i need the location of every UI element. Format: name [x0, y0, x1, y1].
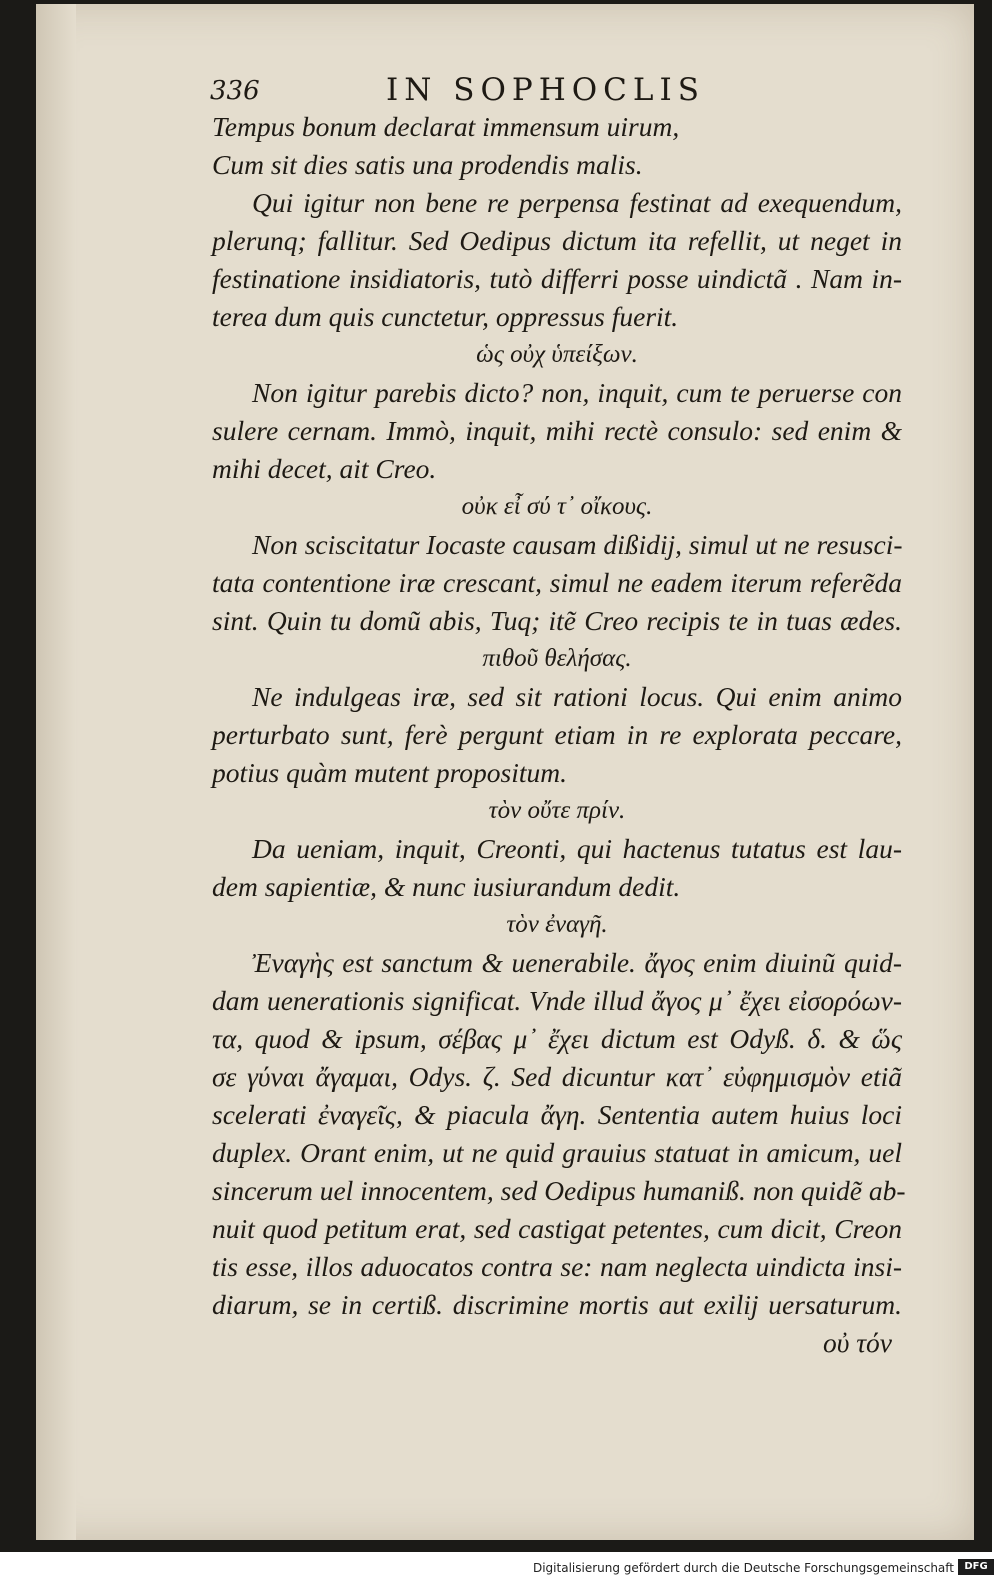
text-line: terea dum quis cunctetur, oppressus fuerit.	[212, 301, 679, 332]
page-gutter	[36, 4, 76, 1540]
text-line: sincerum uel innocentem, sed Oedipus humaniß. non quidẽ ab-	[212, 1175, 906, 1206]
text-line: perturbato sunt, ferè pergunt etiam in re explorata peccare,	[212, 719, 902, 750]
text-line: sint. Quin tu domũ abis, Tuq; itẽ Creo recipis te in tuas ædes.	[212, 605, 902, 636]
text-line: Tempus bonum declarat immensum uirum,	[212, 111, 680, 142]
text-line: nuit quod petitum erat, sed castigat petentes, cum dicit, Creon	[212, 1213, 902, 1244]
text-line: dam uenerationis significat. Vnde illud ἄγος μ᾽ ἔχει εἰσορόων-	[212, 985, 902, 1016]
text-line: τα, quod & ipsum, σέβας μ᾽ ἔχει dictum est Odyß. δ. & ὥς	[212, 1023, 902, 1054]
page-body	[212, 108, 906, 1362]
greek-lemma: τὸν ἐναγῆ.	[506, 911, 608, 938]
text-line: Ἐναγὴς est sanctum & uenerabile. ἄγος enim diuinũ quid-	[252, 947, 902, 978]
footer-credit: Digitalisierung gefördert durch die Deutsche Forschungsgemeinschaft	[532, 1561, 954, 1575]
text-line: plerunq; fallitur. Sed Oedipus dictum ita refellit, ut neget in	[212, 225, 902, 256]
greek-lemma: οὐκ εἶ σύ τ᾽ οἴκους.	[461, 493, 653, 520]
text-line: Non igitur parebis dicto? non, inquit, cum te peruerse con	[252, 377, 902, 408]
text-line: sulere cernam. Immò, inquit, mihi rectè consulo: sed enim &	[212, 415, 902, 446]
text-line: diarum, se in certiß. discrimine mortis aut exilij uersaturum.	[212, 1289, 902, 1320]
text-line: scelerati ἐναγεῖς, & piacula ἄγη. Sententia autem huius loci	[212, 1099, 902, 1130]
text-line: Ne indulgeas iræ, sed sit rationi locus. Qui enim animo	[252, 681, 902, 712]
text-line: Da ueniam, inquit, Creonti, qui hactenus tutatus est lau-	[252, 833, 902, 864]
running-head: IN SOPHOCLIS	[386, 72, 705, 108]
greek-lemma: ὡς οὐχ ὑπείξων.	[476, 341, 638, 368]
text-line: Qui igitur non bene re perpensa festinat ad exequendum,	[252, 187, 902, 218]
text-line: tata contentione iræ crescant, simul ne eadem iterum referẽda	[212, 567, 902, 598]
text-line: tis esse, illos aduocatos contra se: nam neglecta uindicta insi-	[212, 1251, 902, 1282]
dfg-logo: DFG	[958, 1559, 994, 1575]
text-line: Non sciscitatur Iocaste causam dißidij, simul ut ne resusci-	[252, 529, 903, 560]
text-line: potius quàm mutent propositum.	[212, 757, 567, 788]
catchword: οὐ τόν	[822, 1327, 892, 1358]
text-line: festinatione insidiatoris, tutò differri posse uindictã . Nam in-	[212, 263, 902, 294]
text-line: Cum sit dies satis una prodendis malis.	[212, 149, 643, 180]
text-line: σε γύναι ἄγαμαι, Odys. ζ. Sed dicuntur κατ᾽ εὐφημισμὸν etiã	[212, 1061, 902, 1092]
text-line: duplex. Orant enim, ut ne quid grauius statuat in amicum, uel	[212, 1137, 902, 1168]
text-line: dem sapientiæ, & nunc iusiurandum dedit.	[212, 871, 681, 902]
greek-lemma: τὸν οὔτε πρίν.	[488, 797, 626, 824]
page-number: 336	[210, 76, 260, 106]
text-line: mihi decet, ait Creo.	[212, 453, 437, 484]
greek-lemma: πιθοῦ θελήσας.	[482, 645, 632, 672]
page-header	[210, 70, 900, 110]
